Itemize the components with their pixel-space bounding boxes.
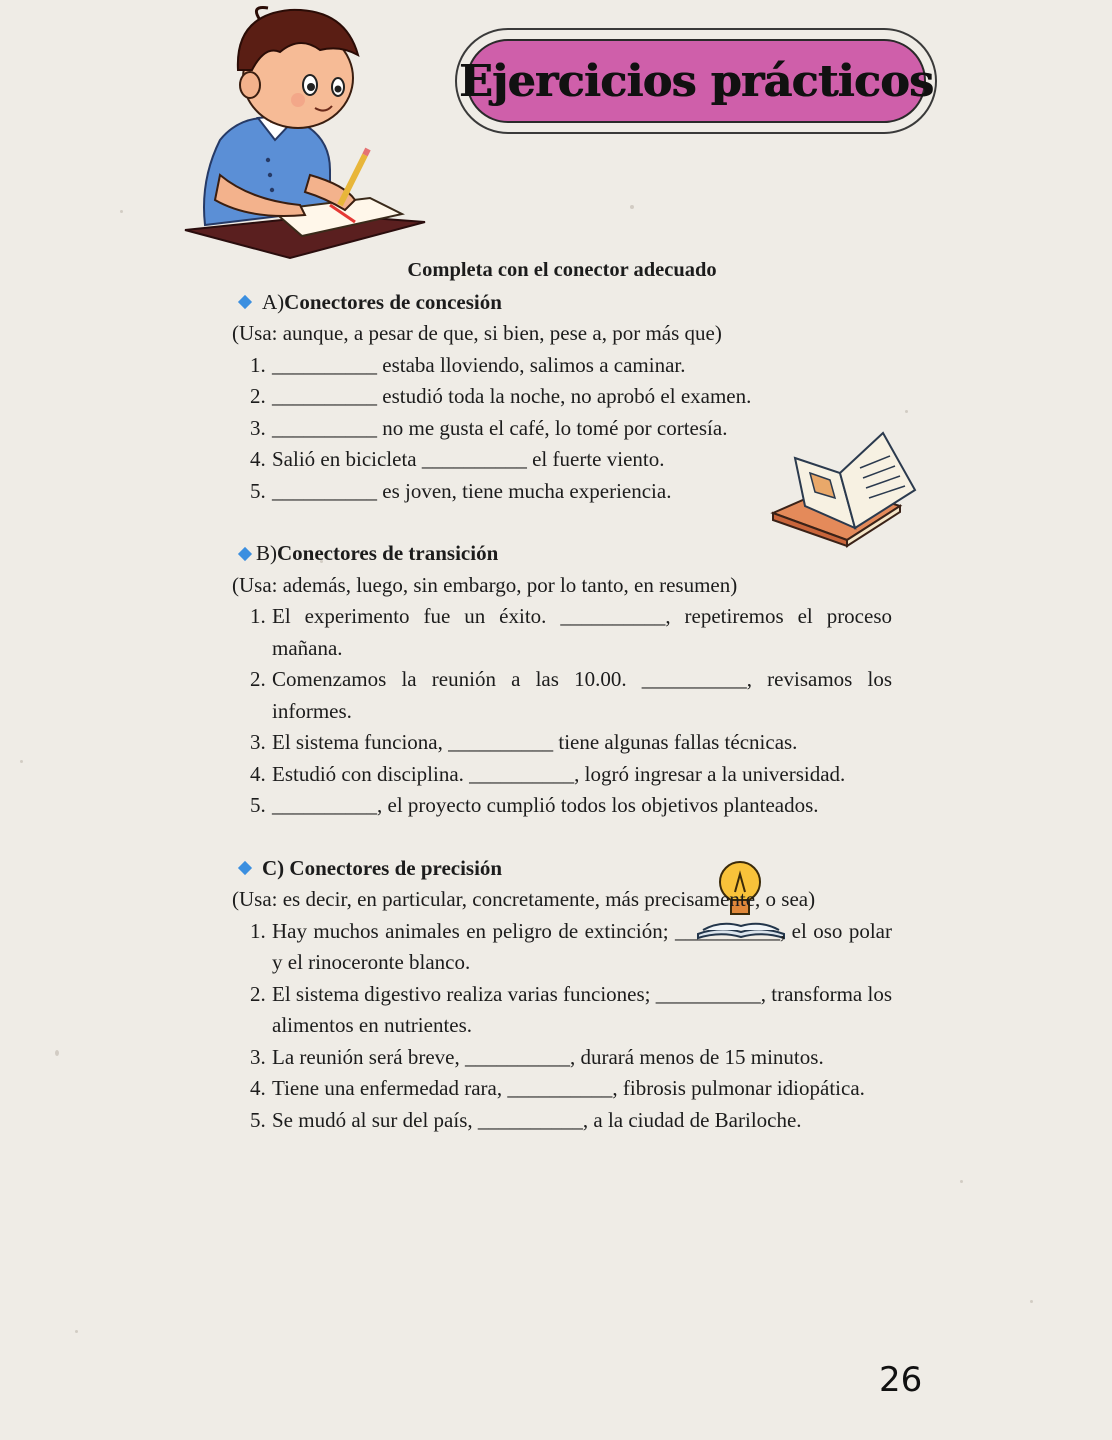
diamond-bullet-icon <box>238 295 252 309</box>
section-b-list <box>232 601 892 822</box>
list-item: 3. El sistema funciona, __________ tiene algunas fallas técnicas. <box>250 730 798 754</box>
list-item: 2. El sistema digestivo realiza varias funciones; __________, transforma los alimentos en nutrientes. <box>250 981 892 1037</box>
list-item: 3. La reunión será breve, __________, durará menos de 15 minutos. <box>250 1044 824 1069</box>
title-banner <box>455 28 937 134</box>
page-number: 26 <box>879 1360 923 1400</box>
list-item: 3. __________ no me gusta el café, lo tomé por cortesía. <box>250 415 728 440</box>
list-item: 1. El experimento fue un éxito. __________, repetiremos el proceso mañana. <box>250 604 892 660</box>
list-item: 5. __________, el proyecto cumplió todos los objetivos planteados. <box>250 793 819 817</box>
section-a-heading: A) Conectores de concesión <box>232 287 892 319</box>
section-b-heading: B) Conectores de transición <box>232 538 892 570</box>
exercise-content <box>232 255 892 1136</box>
list-item: 5. __________ es joven, tiene mucha experiencia. <box>250 478 672 503</box>
section-c-usage: (Usa: es decir, en particular, concretamente, más precisamente, o sea) <box>232 887 816 911</box>
section-a-list <box>232 350 892 508</box>
page-title: Ejercicios prácticos <box>458 55 934 107</box>
list-item: 4. Salió en bicicleta __________ el fuerte viento. <box>250 447 665 471</box>
section-a-usage: (Usa: aunque, a pesar de que, si bien, pese a, por más que) <box>232 321 722 345</box>
list-item: 1. __________ estaba lloviendo, salimos a caminar. <box>250 352 686 377</box>
student-writing-illustration <box>180 0 435 265</box>
diamond-bullet-icon <box>238 547 252 561</box>
diamond-bullet-icon <box>238 861 252 875</box>
section-c-heading: C) Conectores de precisión <box>232 853 892 885</box>
list-item: 4. Tiene una enfermedad rara, __________, fibrosis pulmonar idiopática. <box>250 1076 865 1100</box>
list-item: 4. Estudió con disciplina. __________, logró ingresar a la universidad. <box>250 761 846 786</box>
exercise-instruction: Completa con el conector adecuado <box>407 259 717 281</box>
list-item: 2. __________ estudió toda la noche, no aprobó el examen. <box>250 384 752 408</box>
section-c-list <box>232 916 892 1137</box>
list-item: 1. Hay muchos animales en peligro de extinción; __________, el oso polar y el rinoceronte blanco. <box>250 918 892 974</box>
list-item: 5. Se mudó al sur del país, __________, a la ciudad de Bariloche. <box>250 1107 802 1132</box>
section-b-usage: (Usa: además, luego, sin embargo, por lo tanto, en resumen) <box>232 572 738 597</box>
list-item: 2. Comenzamos la reunión a las 10.00. __________, revisamos los informes. <box>250 667 892 723</box>
